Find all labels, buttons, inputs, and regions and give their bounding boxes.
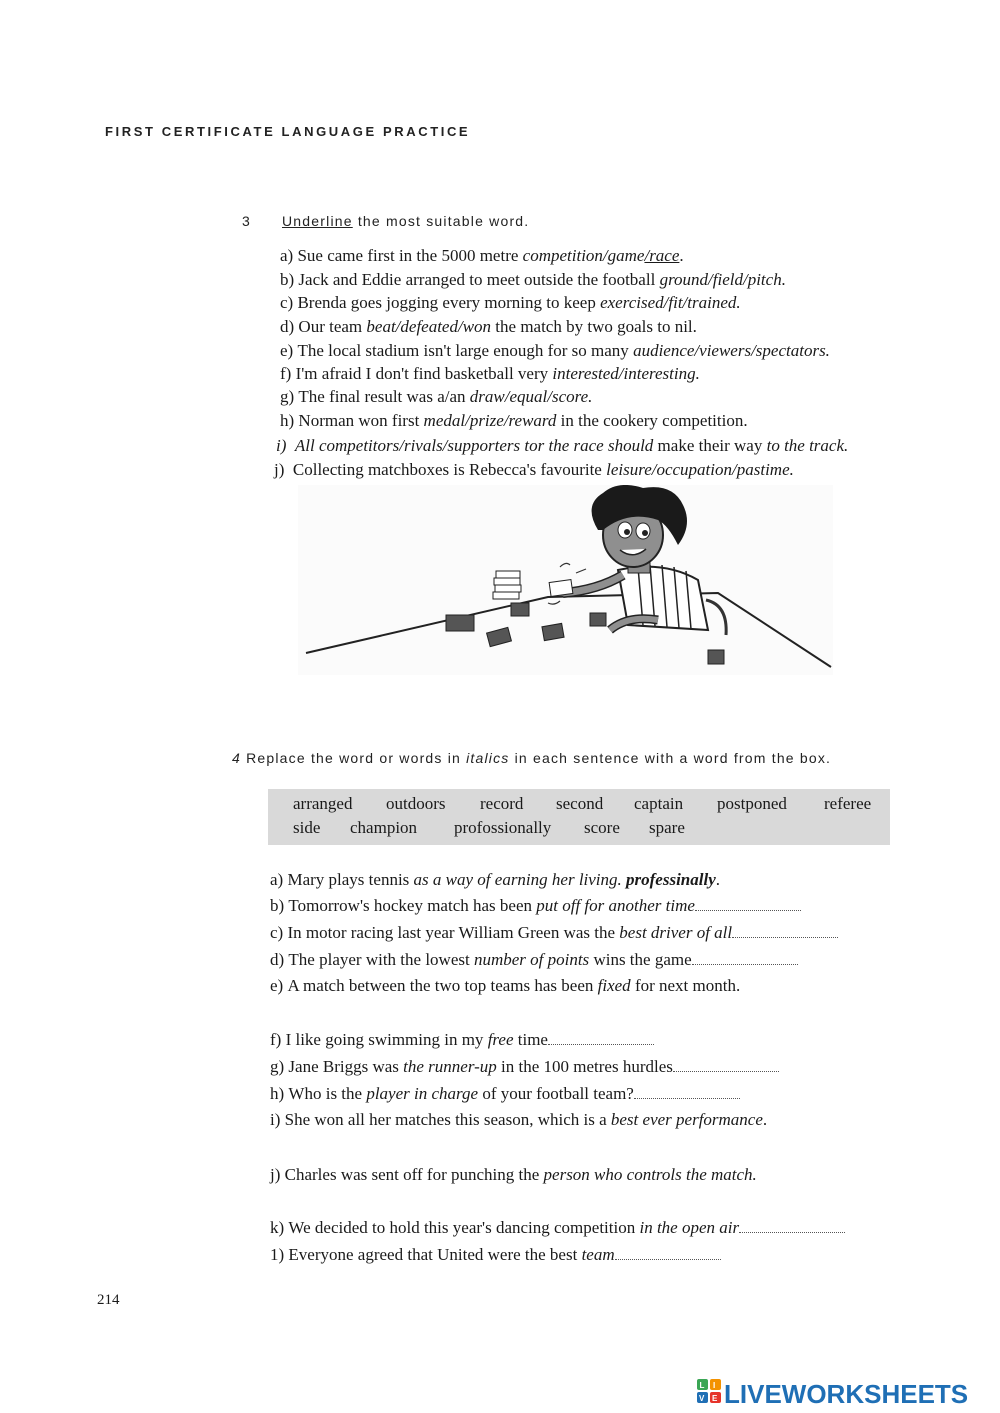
liveworksheets-logo-icon	[697, 1376, 997, 1408]
item-italic: as a way of earning her living.	[413, 870, 622, 889]
ex4-item-b	[270, 896, 801, 916]
item-text: She won all her matches this season, which is a	[284, 1110, 611, 1129]
item-label: h)	[270, 1084, 285, 1103]
item-label: g)	[280, 387, 295, 406]
item-italic: best ever performance	[610, 1110, 763, 1129]
exercise-4-instruction	[232, 750, 831, 766]
item-text: Who is the	[288, 1084, 367, 1103]
item-text-after: wins the game	[589, 950, 692, 969]
item-options[interactable]: beat/defeated/won	[366, 317, 492, 336]
item-text: The final result was a/an	[298, 387, 470, 406]
item-text: The local stadium isn't large enough for so many	[297, 341, 634, 360]
item-label: d)	[270, 950, 285, 969]
ex3-item-e	[280, 341, 830, 361]
item-label: e)	[280, 341, 294, 360]
item-text: Mary plays tennis	[287, 870, 414, 889]
item-options[interactable]: exercised/fit/trained.	[600, 293, 741, 312]
item-options[interactable]: audience/viewers/spectators.	[633, 341, 830, 360]
item-label: a)	[270, 870, 284, 889]
item-label: b)	[280, 270, 295, 289]
item-text: Sue came first in the 5000 metre	[297, 246, 523, 265]
item-text-after: in the cookery competition.	[556, 411, 748, 430]
item-text: I'm afraid I don't find basketball very	[295, 364, 553, 383]
ex3-item-g	[280, 387, 592, 407]
item-label: h)	[280, 411, 295, 430]
box-word: outdoors	[386, 794, 446, 813]
instruction-part: Replace the word or words in	[241, 750, 467, 766]
answer-field[interactable]	[739, 1220, 845, 1233]
item-options[interactable]: draw/equal/score.	[469, 387, 593, 406]
exercise-3-instruction	[282, 213, 529, 229]
ex4-item-a	[270, 870, 720, 890]
box-word: arranged	[293, 794, 353, 813]
box-word: postponed	[717, 794, 787, 813]
item-text: The player with the lowest	[288, 950, 474, 969]
item-label: c)	[280, 293, 294, 312]
ex4-item-k	[270, 1218, 845, 1238]
box-word: second	[556, 794, 604, 813]
item-italic: number of points	[473, 950, 590, 969]
instruction-underline-word: Underline	[282, 213, 353, 229]
ex3-item-i	[276, 436, 848, 456]
logo-text: LIVEWORKSHEETS	[724, 1379, 969, 1408]
item-text-after: of your football team?	[478, 1084, 634, 1103]
item-italic: fixed	[597, 976, 631, 995]
item-text: In motor racing last year William Green was the	[287, 923, 620, 942]
ex4-item-i	[270, 1110, 767, 1130]
answer-field[interactable]	[692, 952, 798, 965]
item-italic: best driver of all	[619, 923, 733, 942]
matchbox-collector-illustration	[298, 485, 833, 675]
box-word: spare	[649, 818, 685, 837]
item-label: d)	[280, 317, 295, 336]
item-label: j)	[270, 1165, 281, 1184]
item-text: Tomorrow's hockey match has been	[288, 896, 537, 915]
answer-field[interactable]	[634, 1086, 740, 1099]
answer-field[interactable]: professinally	[626, 870, 716, 889]
item-label: k)	[270, 1218, 285, 1237]
item-italic: free	[487, 1030, 514, 1049]
item-italic: the runner-up	[403, 1057, 497, 1076]
item-label: g)	[270, 1057, 285, 1076]
ex4-item-g	[270, 1057, 779, 1077]
item-label: c)	[270, 923, 284, 942]
svg-text:L: L	[699, 1381, 705, 1390]
exercise-4-number: 4	[232, 750, 241, 766]
page-number: 214	[97, 1292, 120, 1308]
ex4-item-j	[270, 1165, 757, 1185]
item-text: I like going swimming in my	[285, 1030, 488, 1049]
page-header: FIRST CERTIFICATE LANGUAGE PRACTICE	[105, 124, 471, 139]
item-italic: person who controls the match.	[543, 1165, 757, 1184]
item-italic: team	[581, 1245, 615, 1264]
answer-field[interactable]	[673, 1059, 779, 1072]
item-text: Norman won first	[298, 411, 424, 430]
answer-field[interactable]	[548, 1032, 654, 1045]
ex4-item-e	[270, 976, 740, 996]
ex4-item-c	[270, 923, 838, 943]
item-text: Brenda goes jogging every morning to keep	[297, 293, 601, 312]
item-text: Charles was sent off for punching the	[284, 1165, 544, 1184]
item-text-after: make their way	[653, 436, 767, 455]
instruction-italic: italics	[466, 750, 510, 766]
item-label: a)	[280, 246, 294, 265]
ex3-item-a	[280, 246, 684, 266]
ex4-item-h	[270, 1084, 740, 1104]
ex4-item-f	[270, 1030, 654, 1050]
item-label: b)	[270, 896, 285, 915]
ex3-item-c	[280, 293, 741, 313]
item-options[interactable]: ground/field/pitch.	[659, 270, 786, 289]
answer-field[interactable]	[615, 1247, 721, 1260]
svg-text:E: E	[712, 1394, 718, 1403]
item-label: f)	[280, 364, 292, 383]
item-text-after: .	[762, 1110, 768, 1129]
box-word: record	[480, 794, 524, 813]
ex4-item-l	[270, 1245, 721, 1265]
item-text: A match between the two top teams has been	[287, 976, 598, 995]
item-end: .	[715, 870, 721, 889]
item-text: Everyone agreed that United were the best	[288, 1245, 582, 1264]
box-word: score	[584, 818, 620, 837]
item-italic: put off for another time	[536, 896, 695, 915]
exercise-3-number: 3	[242, 213, 251, 229]
item-tail: to the track.	[766, 436, 849, 455]
ex3-item-h	[280, 411, 748, 431]
item-label: i)	[276, 436, 287, 455]
item-text: Collecting matchboxes is Rebecca's favourite	[292, 460, 607, 479]
ex3-item-b	[280, 270, 786, 290]
item-selected-option[interactable]: /race	[644, 246, 680, 265]
box-word: side	[293, 818, 321, 837]
item-italic: player in charge	[366, 1084, 479, 1103]
svg-text:V: V	[699, 1394, 705, 1403]
item-text: We decided to hold this year's dancing competition	[288, 1218, 640, 1237]
item-italic: in the open air	[639, 1218, 740, 1237]
box-word: captain	[634, 794, 684, 813]
box-word: referee	[824, 794, 872, 813]
instruction-rest: the most suitable word.	[352, 213, 530, 229]
item-text: Jack and Eddie arranged to meet outside the football	[298, 270, 660, 289]
item-text: Our team	[298, 317, 367, 336]
ex4-item-d	[270, 950, 798, 970]
answer-field[interactable]	[732, 925, 838, 938]
item-options[interactable]: interested/interesting.	[552, 364, 700, 383]
ex3-item-j	[274, 460, 794, 480]
item-label: f)	[270, 1030, 282, 1049]
ex3-item-d	[280, 317, 697, 337]
item-options: competition/game	[522, 246, 645, 265]
word-box	[268, 789, 890, 845]
item-label: i)	[270, 1110, 281, 1129]
item-label: 1)	[270, 1245, 285, 1264]
instruction-part: in each sentence with a word from the box.	[509, 750, 832, 766]
item-text-after: the match by two goals to nil.	[491, 317, 697, 336]
item-label: e)	[270, 976, 284, 995]
item-options[interactable]: leisure/occupation/pastime.	[606, 460, 794, 479]
ex3-item-f	[280, 364, 700, 384]
item-text: Jane Briggs was	[288, 1057, 404, 1076]
box-word: champion	[350, 818, 418, 837]
box-word: profossionally	[454, 818, 552, 837]
liveworksheets-logo[interactable]	[697, 1376, 997, 1413]
answer-field[interactable]	[695, 898, 801, 911]
item-label: j)	[274, 460, 285, 479]
item-text-after: for next month.	[630, 976, 741, 995]
item-text-after: time	[513, 1030, 548, 1049]
item-options[interactable]: medal/prize/reward	[423, 411, 557, 430]
svg-text:I: I	[713, 1381, 716, 1390]
item-text-after: in the 100 metres hurdles	[496, 1057, 673, 1076]
item-options[interactable]: All competitors/rivals/supporters tor the race should	[294, 436, 654, 455]
item-end: .	[679, 246, 684, 265]
